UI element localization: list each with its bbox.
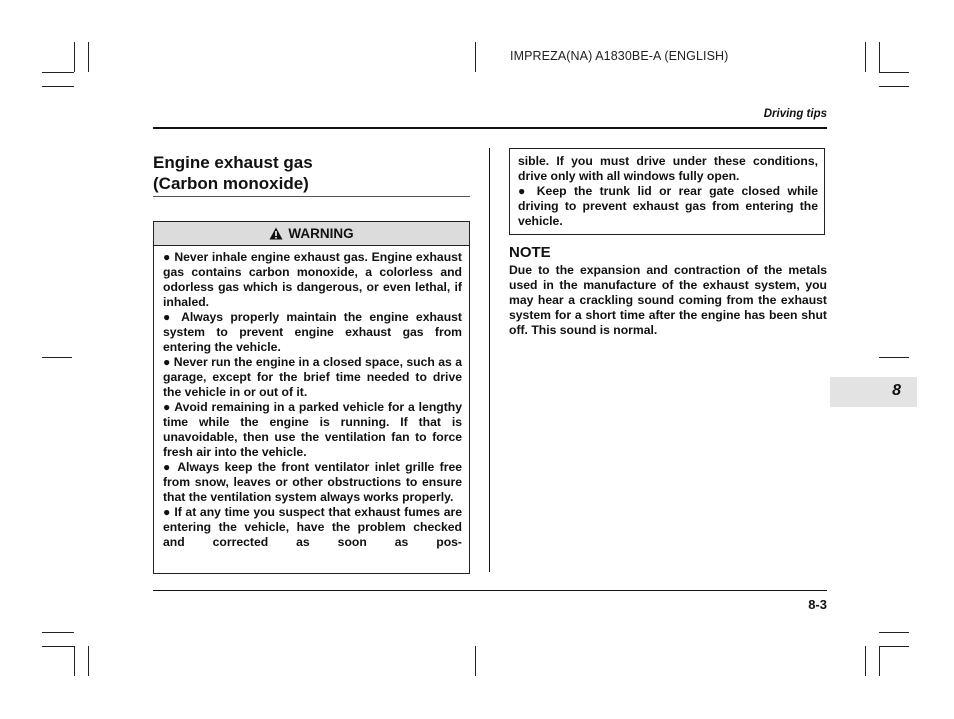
crop-mark bbox=[865, 646, 866, 676]
crop-mark bbox=[42, 86, 74, 87]
crop-mark bbox=[74, 42, 75, 72]
crop-mark bbox=[475, 646, 476, 676]
warning-item: ● Avoid remaining in a parked vehicle for a lengthy time while the engine is running. If that is unavoidable, then use the ventilation fan to force fresh air into the vehicle. bbox=[163, 400, 462, 459]
page-number: 8-3 bbox=[808, 597, 827, 612]
warning-icon bbox=[269, 227, 283, 240]
document-id: IMPREZA(NA) A1830BE-A (ENGLISH) bbox=[510, 49, 729, 63]
crop-mark bbox=[74, 646, 75, 676]
crop-mark bbox=[88, 42, 89, 72]
chapter-number: 8 bbox=[892, 382, 901, 399]
crop-mark bbox=[42, 646, 74, 647]
warning-item: ● Always properly maintain the engine exhaust system to prevent engine exhaust gas from entering the vehicle. bbox=[163, 310, 462, 354]
crop-mark bbox=[879, 646, 880, 676]
crop-mark bbox=[88, 646, 89, 676]
page-title bbox=[153, 152, 470, 194]
chapter-tab bbox=[830, 377, 917, 407]
crop-mark bbox=[879, 646, 909, 647]
warning-continued-text: sible. If you must drive under these conditions, drive only with all windows fully open. bbox=[518, 154, 818, 183]
warning-box bbox=[153, 221, 470, 574]
column-divider bbox=[489, 148, 490, 572]
warning-item: ● Keep the trunk lid or rear gate closed while driving to prevent exhaust gas from entering the vehicle. bbox=[518, 184, 818, 228]
section-title: Driving tips bbox=[763, 108, 827, 120]
note-title: NOTE bbox=[509, 244, 551, 261]
page-title-line: (Carbon monoxide) bbox=[153, 174, 309, 193]
note-body bbox=[509, 263, 827, 338]
crop-mark bbox=[865, 42, 866, 72]
crop-mark bbox=[879, 86, 909, 87]
warning-item: ● Never run the engine in a closed space, such as a garage, except for the brief time needed to drive the vehicle in or out of it. bbox=[163, 355, 462, 399]
note-text: Due to the expansion and contraction of the metals used in the manufacture of the exhaust system, you may hear a crackling sound coming from the exhaust system for a short time after the engine has been shut off. This sound is normal. bbox=[509, 263, 827, 337]
warning-body bbox=[154, 246, 469, 550]
warning-continued-box bbox=[509, 148, 825, 235]
crop-mark bbox=[42, 72, 74, 73]
warning-title: WARNING bbox=[288, 226, 354, 241]
warning-item: ● Always keep the front ventilator inlet grille free from snow, leaves or other obstructions to ensure that the ventilation system always works properly. bbox=[163, 460, 462, 504]
crop-mark bbox=[42, 632, 74, 633]
header-rule bbox=[153, 127, 827, 129]
crop-mark bbox=[879, 42, 880, 72]
page-title-line: Engine exhaust gas bbox=[153, 153, 313, 172]
crop-mark bbox=[42, 357, 72, 358]
warning-item: ● Never inhale engine exhaust gas. Engine exhaust gas contains carbon monoxide, a colorless and odorless gas which is dangerous, or even lethal, if inhaled. bbox=[163, 250, 462, 309]
crop-mark bbox=[879, 72, 909, 73]
heading-rule bbox=[153, 196, 470, 197]
crop-mark bbox=[879, 357, 909, 358]
warning-header bbox=[154, 222, 469, 246]
warning-item: ● If at any time you suspect that exhaust fumes are entering the vehicle, have the problem checked and corrected as soon as pos- bbox=[163, 505, 462, 549]
crop-mark bbox=[475, 42, 476, 72]
footer-rule bbox=[153, 590, 827, 591]
crop-mark bbox=[879, 632, 909, 633]
